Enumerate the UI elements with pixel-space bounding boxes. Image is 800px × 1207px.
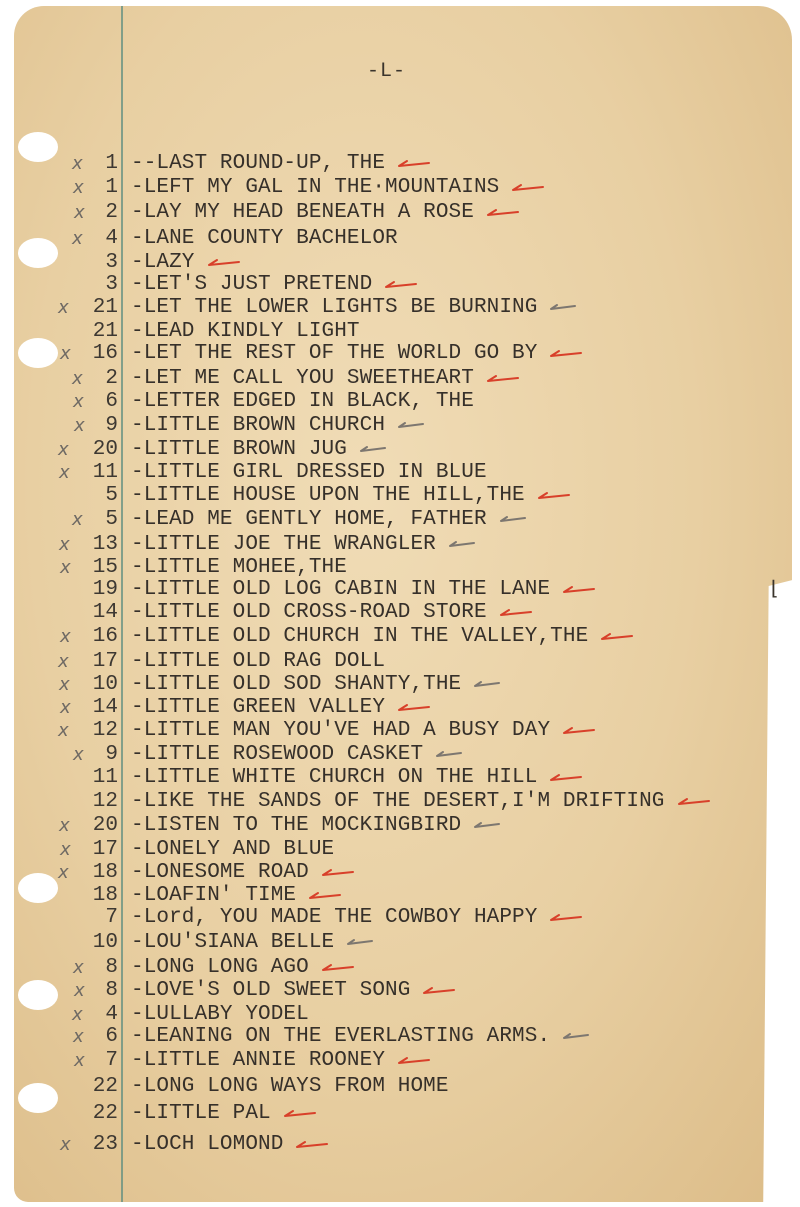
list-item — [0, 814, 800, 838]
red-check-mark-icon — [549, 772, 585, 784]
page-number: 20 — [92, 814, 118, 837]
x-mark: x — [72, 228, 83, 249]
song-title: -LITTLE OLD LOG CABIN IN THE LANE — [131, 578, 551, 601]
page-number: 3 — [105, 273, 118, 296]
page-number: 5 — [105, 484, 118, 507]
page-number: 10 — [92, 673, 118, 696]
x-mark: x — [73, 957, 84, 978]
red-check-mark-icon — [499, 607, 535, 619]
x-mark: x — [74, 980, 85, 1001]
list-item — [0, 719, 800, 743]
page-number: 13 — [92, 533, 118, 556]
red-check-mark-icon — [486, 373, 522, 385]
x-mark: x — [73, 391, 84, 412]
page-number: 17 — [92, 838, 118, 861]
red-check-mark-icon — [207, 257, 243, 269]
list-item — [0, 390, 800, 414]
song-title: -LULLABY YODEL — [131, 1003, 309, 1026]
song-title: -LAY MY HEAD BENEATH A ROSE — [131, 201, 474, 224]
list-item — [0, 1049, 800, 1073]
song-title: -LITTLE GREEN VALLEY — [131, 696, 386, 719]
list-item — [0, 673, 800, 697]
song-title: -LEANING ON THE EVERLASTING ARMS. — [131, 1025, 551, 1048]
list-item — [0, 743, 800, 767]
x-mark: x — [74, 202, 85, 223]
page-number: 8 — [105, 956, 118, 979]
song-title: -LOVE'S OLD SWEET SONG — [131, 979, 411, 1002]
list-item — [0, 956, 800, 980]
song-title: -LITTLE PAL — [131, 1102, 271, 1125]
red-check-mark-icon — [397, 1055, 433, 1067]
list-item — [0, 273, 800, 297]
x-mark: x — [60, 697, 71, 718]
song-title: -LOAFIN' TIME — [131, 884, 297, 907]
page-number: 20 — [92, 438, 118, 461]
song-title: -LAZY — [131, 251, 195, 274]
page-number: 9 — [105, 414, 118, 437]
red-check-mark-icon — [600, 631, 636, 643]
list-item — [0, 201, 800, 225]
list-item — [0, 296, 800, 320]
list-item — [0, 1003, 800, 1027]
page-number: 2 — [105, 367, 118, 390]
red-check-mark-icon — [295, 1139, 331, 1151]
song-title: -LITTLE HOUSE UPON THE HILL,THE — [131, 484, 525, 507]
song-title: -LETTER EDGED IN BLACK, THE — [131, 390, 474, 413]
page-number: 6 — [105, 1025, 118, 1048]
list-item — [0, 861, 800, 885]
page-number: 5 — [105, 508, 118, 531]
list-item — [0, 931, 800, 955]
red-check-mark-icon — [397, 702, 433, 714]
x-mark: x — [74, 1050, 85, 1071]
x-mark: x — [60, 626, 71, 647]
page-number: 4 — [105, 1003, 118, 1026]
list-item — [0, 556, 800, 580]
page-number: 23 — [92, 1133, 118, 1156]
song-title: -LEAD ME GENTLY HOME, FATHER — [131, 508, 487, 531]
song-title: -LET THE LOWER LIGHTS BE BURNING — [131, 296, 538, 319]
song-title: -LITTLE JOE THE WRANGLER — [131, 533, 436, 556]
list-item — [0, 176, 800, 200]
song-title: -Lord, YOU MADE THE COWBOY HAPPY — [131, 906, 538, 929]
x-mark: x — [73, 177, 84, 198]
pencil-check-mark-icon — [473, 679, 509, 691]
list-item — [0, 979, 800, 1003]
list-item — [0, 152, 800, 176]
song-title: -LET ME CALL YOU SWEETHEART — [131, 367, 474, 390]
x-mark: x — [72, 368, 83, 389]
song-title: -LET'S JUST PRETEND — [131, 273, 373, 296]
x-mark: x — [59, 674, 70, 695]
red-check-mark-icon — [537, 490, 573, 502]
x-mark: x — [72, 1004, 83, 1025]
song-title: -LEAD KINDLY LIGHT — [131, 320, 360, 343]
margin-tick-mark: ⌊ — [768, 579, 781, 602]
page-number: 14 — [92, 696, 118, 719]
page-number: 12 — [92, 719, 118, 742]
song-title: -LITTLE MOHEE,THE — [131, 556, 347, 579]
song-title: -LEFT MY GAL IN THE·MOUNTAINS — [131, 176, 500, 199]
page-number: 7 — [105, 906, 118, 929]
list-item — [0, 906, 800, 930]
page-number: 21 — [92, 320, 118, 343]
list-item — [0, 251, 800, 275]
page-number: 2 — [105, 201, 118, 224]
x-mark: x — [58, 862, 69, 883]
list-item — [0, 533, 800, 557]
list-item — [0, 578, 800, 602]
page-number: 11 — [92, 461, 118, 484]
song-title: -LISTEN TO THE MOCKINGBIRD — [131, 814, 462, 837]
page-number: 22 — [92, 1102, 118, 1125]
red-check-mark-icon — [549, 912, 585, 924]
list-item — [0, 1102, 800, 1126]
song-title: -LITTLE ROSEWOOD CASKET — [131, 743, 424, 766]
red-check-mark-icon — [677, 796, 713, 808]
page-number: 15 — [92, 556, 118, 579]
song-title: -LANE COUNTY BACHELOR — [131, 227, 398, 250]
pencil-check-mark-icon — [346, 937, 382, 949]
page-number: 1 — [105, 152, 118, 175]
red-check-mark-icon — [562, 584, 598, 596]
song-title: -LITTLE OLD SOD SHANTY,THE — [131, 673, 462, 696]
x-mark: x — [60, 1134, 71, 1155]
list-item — [0, 367, 800, 391]
x-mark: x — [73, 1026, 84, 1047]
list-item — [0, 884, 800, 908]
list-item — [0, 484, 800, 508]
list-item — [0, 1133, 800, 1157]
pencil-check-mark-icon — [359, 444, 395, 456]
song-title: -LOCH LOMOND — [131, 1133, 284, 1156]
song-title: -LIKE THE SANDS OF THE DESERT,I'M DRIFTING — [131, 790, 665, 813]
pencil-check-mark-icon — [549, 302, 585, 314]
list-item — [0, 1025, 800, 1049]
x-mark: x — [59, 534, 70, 555]
x-mark: x — [58, 651, 69, 672]
song-title: -LITTLE WHITE CHURCH ON THE HILL — [131, 766, 538, 789]
x-mark: x — [58, 297, 69, 318]
song-title: -LITTLE ANNIE ROONEY — [131, 1049, 386, 1072]
song-title: --LAST ROUND-UP, THE — [131, 152, 386, 175]
x-mark: x — [60, 343, 71, 364]
page-number: 1 — [105, 176, 118, 199]
pencil-check-mark-icon — [448, 539, 484, 551]
page-number: 19 — [92, 578, 118, 601]
list-item — [0, 227, 800, 251]
song-title: -LITTLE OLD CHURCH IN THE VALLEY,THE — [131, 625, 589, 648]
list-item — [0, 790, 800, 814]
list-item — [0, 696, 800, 720]
x-mark: x — [59, 462, 70, 483]
x-mark: x — [58, 720, 69, 741]
song-title: -LITTLE OLD RAG DOLL — [131, 650, 386, 673]
x-mark: x — [60, 557, 71, 578]
x-mark: x — [58, 439, 69, 460]
page-number: 7 — [105, 1049, 118, 1072]
song-title: -LITTLE OLD CROSS-ROAD STORE — [131, 601, 487, 624]
pencil-check-mark-icon — [499, 514, 535, 526]
song-title: -LITTLE BROWN JUG — [131, 438, 347, 461]
list-item — [0, 1075, 800, 1099]
page-number: 6 — [105, 390, 118, 413]
x-mark: x — [60, 839, 71, 860]
page-number: 18 — [92, 884, 118, 907]
list-item — [0, 508, 800, 532]
song-title: -LITTLE GIRL DRESSED IN BLUE — [131, 461, 487, 484]
red-check-mark-icon — [384, 279, 420, 291]
pencil-check-mark-icon — [473, 820, 509, 832]
page-number: 12 — [92, 790, 118, 813]
x-mark: x — [72, 509, 83, 530]
pencil-check-mark-icon — [397, 420, 433, 432]
page-number: 21 — [92, 296, 118, 319]
song-title: -LONELY AND BLUE — [131, 838, 335, 861]
red-check-mark-icon — [321, 867, 357, 879]
list-item — [0, 320, 800, 344]
red-check-mark-icon — [549, 348, 585, 360]
song-title: -LITTLE MAN YOU'VE HAD A BUSY DAY — [131, 719, 551, 742]
list-item — [0, 838, 800, 862]
red-check-mark-icon — [308, 890, 344, 902]
red-check-mark-icon — [283, 1108, 319, 1120]
list-item — [0, 601, 800, 625]
song-title: -LONESOME ROAD — [131, 861, 309, 884]
list-item — [0, 766, 800, 790]
red-check-mark-icon — [397, 158, 433, 170]
page-number: 9 — [105, 743, 118, 766]
page-number: 4 — [105, 227, 118, 250]
x-mark: x — [74, 415, 85, 436]
list-item — [0, 461, 800, 485]
page-letter-heading: -L- — [367, 60, 407, 83]
red-check-mark-icon — [422, 985, 458, 997]
page-number: 8 — [105, 979, 118, 1002]
pencil-check-mark-icon — [435, 749, 471, 761]
page-number: 16 — [92, 625, 118, 648]
list-item — [0, 414, 800, 438]
page-number: 22 — [92, 1075, 118, 1098]
page-number: 18 — [92, 861, 118, 884]
red-check-mark-icon — [562, 725, 598, 737]
page-number: 10 — [92, 931, 118, 954]
x-mark: x — [72, 153, 83, 174]
song-title: -LET THE REST OF THE WORLD GO BY — [131, 342, 538, 365]
list-item — [0, 650, 800, 674]
song-title: -LONG LONG WAYS FROM HOME — [131, 1075, 449, 1098]
pencil-check-mark-icon — [562, 1031, 598, 1043]
page-number: 16 — [92, 342, 118, 365]
song-title: -LONG LONG AGO — [131, 956, 309, 979]
list-item — [0, 342, 800, 366]
page-number: 17 — [92, 650, 118, 673]
page-number: 11 — [92, 766, 118, 789]
song-title: -LITTLE BROWN CHURCH — [131, 414, 386, 437]
x-mark: x — [73, 744, 84, 765]
list-item — [0, 438, 800, 462]
song-title: -LOU'SIANA BELLE — [131, 931, 335, 954]
page-number: 14 — [92, 601, 118, 624]
list-item — [0, 625, 800, 649]
x-mark: x — [59, 815, 70, 836]
page-number: 3 — [105, 251, 118, 274]
red-check-mark-icon — [486, 207, 522, 219]
red-check-mark-icon — [511, 182, 547, 194]
red-check-mark-icon — [321, 962, 357, 974]
